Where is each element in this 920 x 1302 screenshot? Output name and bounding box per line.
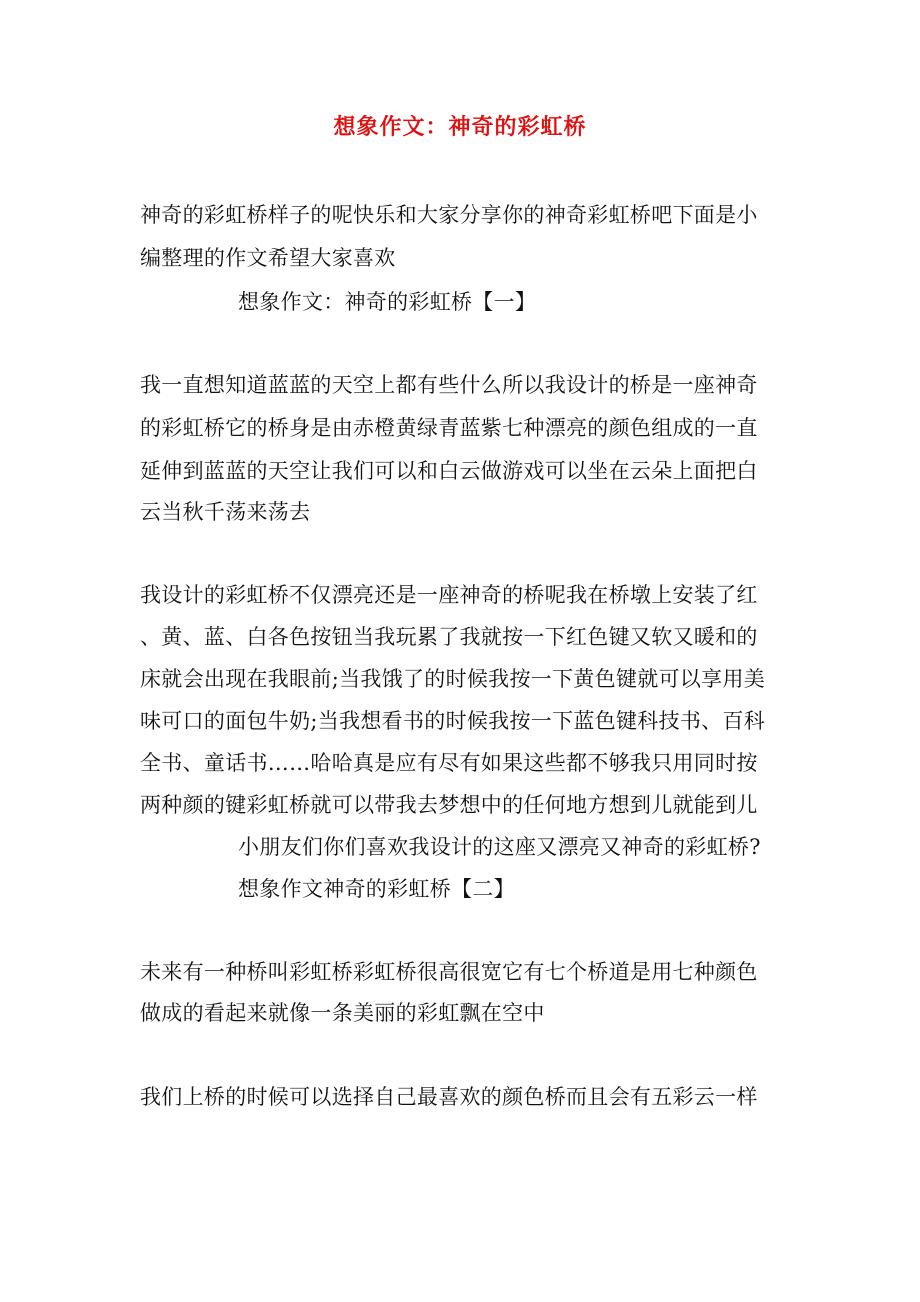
paragraph-line: 神奇的彩虹桥样子的呢快乐和大家分享你的神奇彩虹桥吧下面是小 <box>140 203 758 227</box>
paragraph-line: 全书、童话书……哈哈真是应有尽有如果这些都不够我只用同时按 <box>140 751 758 775</box>
paragraph-line: 未来有一种桥叫彩虹桥彩虹桥很高很宽它有七个桥道是用七种颜色 <box>140 960 758 984</box>
paragraph-line: 我设计的彩虹桥不仅漂亮还是一座神奇的桥呢我在桥墩上安装了红 <box>140 583 758 607</box>
paragraph-line: 小朋友们你们喜欢我设计的这座又漂亮又神奇的彩虹桥? <box>238 835 761 859</box>
paragraph-line: 云当秋千荡来荡去 <box>140 500 311 524</box>
document-title: 想象作文：神奇的彩虹桥 <box>333 114 587 140</box>
paragraph-line: 的彩虹桥它的桥身是由赤橙黄绿青蓝紫七种漂亮的颜色组成的一直 <box>140 416 758 440</box>
paragraph-line: 我一直想知道蓝蓝的天空上都有些什么所以我设计的桥是一座神奇 <box>140 373 758 397</box>
section-heading: 想象作文神奇的彩虹桥【二】 <box>238 877 515 901</box>
paragraph-line: 我们上桥的时候可以选择自己最喜欢的颜色桥而且会有五彩云一样 <box>140 1085 758 1109</box>
paragraph-line: 、黄、蓝、白各色按钮当我玩累了我就按一下红色键又软又暖和的 <box>140 625 758 649</box>
paragraph-line: 延伸到蓝蓝的天空让我们可以和白云做游戏可以坐在云朵上面把白 <box>140 459 758 483</box>
section-heading: 想象作文：神奇的彩虹桥【一】 <box>238 290 537 314</box>
paragraph-line: 床就会出现在我眼前;当我饿了的时候我按一下黄色键就可以享用美 <box>140 667 766 691</box>
paragraph-line: 做成的看起来就像一条美丽的彩虹飘在空中 <box>140 1001 545 1025</box>
paragraph-line: 两种颜的键彩虹桥就可以带我去梦想中的任何地方想到儿就能到儿 <box>140 793 758 817</box>
paragraph-line: 味可口的面包牛奶;当我想看书的时候我按一下蓝色键科技书、百科 <box>140 709 766 733</box>
paragraph-line: 编整理的作文希望大家喜欢 <box>140 246 396 270</box>
